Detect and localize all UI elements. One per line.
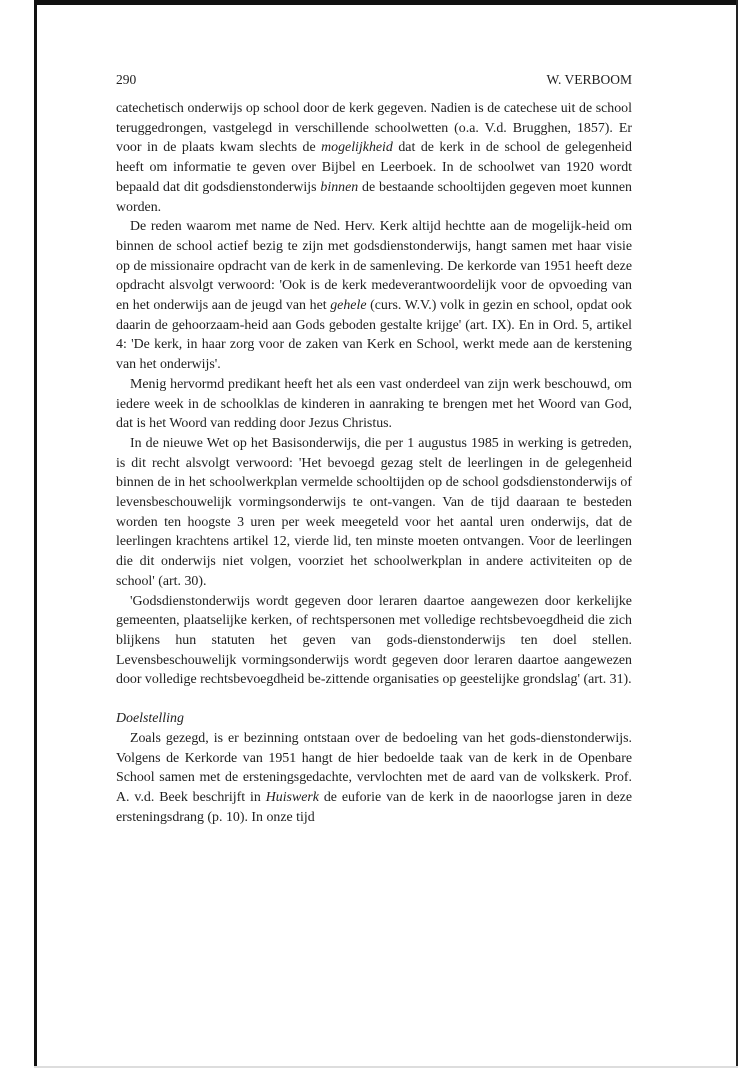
page-number: 290	[116, 72, 137, 87]
emphasis-text: binnen	[320, 179, 359, 195]
emphasis-text: mogelijkheid	[321, 140, 393, 156]
paragraph-1: catechetisch onderwijs op school door de kerk gegeven. Nadien is de catechese uit de school teruggedrongen, vastgelegd in verschillende schoolwetten (o.a. V.d. Brugghen, 1857). Er voor in de plaats kwam slechts de mogelijkheid dat de kerk in de school de gelegenheid heeft om informatie te geven over Bijbel en Leerboek. In de schoolwet van 1920 wordt bepaald dat dit godsdienstonderwijs binnen de bestaande schooltijden gegeven moet kunnen worden.	[116, 101, 633, 215]
running-header	[116, 70, 632, 90]
scan-border-left	[34, 0, 37, 1068]
running-head-author: W. VERBOOM	[546, 72, 632, 87]
emphasis-text: Huiswerk	[265, 789, 319, 805]
book-page	[116, 70, 632, 827]
paragraph-2: De reden waarom met name de Ned. Herv. Kerk altijd hechtte aan de mogelijk-heid om binnen de school actief bezig te zijn met godsdienstonderwijs, hangt samen met haar visie op de missionaire opdracht van de kerk in de samenleving. De kerkorde van 1951 heeft deze opdracht alsvolgt verwoord: 'Ook is de kerk medeverantwoordelijk voor de opvoeding van en het onderwijs aan de jeugd van het gehele (curs. W.V.) volk in gezin en school, opdat ook daarin de gehoorzaam-heid aan Gods geboden gestalte krijge' (art. IX). En in Ord. 5, artikel 4: 'De kerk, in haar zorg voor de zaken van Kerk en School, werkt mede aan de kerstening van het onderwijs'.	[116, 219, 632, 373]
emphasis-text: gehele	[330, 298, 367, 314]
section-paragraph: Zoals gezegd, is er bezinning ontstaan over de bedoeling van het gods-dienstonderwijs. Volgens de Kerkorde van 1951 hangt de hier bedoelde taak van de kerk in de Openbare School samen met de ersteningsgedachte, vervlochten met de aard van de volkskerk. Prof. A. v.d. Beek beschrijft in Huiswerk de euforie van de kerk in de naoorlogse jaren in deze ersteningsdrang (p. 10). In onze tijd	[116, 730, 632, 825]
section-heading: Doelstelling	[116, 711, 184, 727]
paragraph-5: 'Godsdienstonderwijs wordt gegeven door leraren daartoe aangewezen door kerkelijke gemeenten, plaatselijke kerken, of rechtspersonen met volledige rechtsbevoegdheid die zich blijkens hun statuten het geven van gods-dienstonderwijs ten doel stellen. Levensbeschouwelijk vormingsonderwijs wordt gegeven door leraren daartoe aangewezen door volledige rechtsbevoegdheid be-zittende organisaties op geestelijke grondslag' (art. 31).	[116, 593, 633, 688]
paragraph-3: Menig hervormd predikant heeft het als een vast onderdeel van zijn werk beschouwd, om iedere week in de schoolklas de kinderen in aanraking te brengen met het Woord van God, dat is het Woord van redding door Jezus Christus.	[116, 376, 632, 432]
scan-border-top	[34, 0, 738, 5]
paragraph-4: In de nieuwe Wet op het Basisonderwijs, die per 1 augustus 1985 in werking is getreden, is dit recht alsvolgt verwoord: 'Het bevoegd gezag stelt de leerlingen in de gelegenheid binnen de in het schoolwerkplan vermelde schooltijden op de school godsdienstonderwijs of levensbeschouwelijk vormingsonderwijs te ont-vangen. Van de tijd daaraan te besteden worden ten hoogste 3 uren per week meegeteld voor het aantal uren onderwijs, dat de leerlingen krachtens artikel 12, vierde lid, ten minste moeten ontvangen. Voor de leerlingen die dit onderwijs niet volgen, voorziet het schoolwerkplan in andere activiteiten op de school' (art. 30).	[116, 435, 632, 589]
